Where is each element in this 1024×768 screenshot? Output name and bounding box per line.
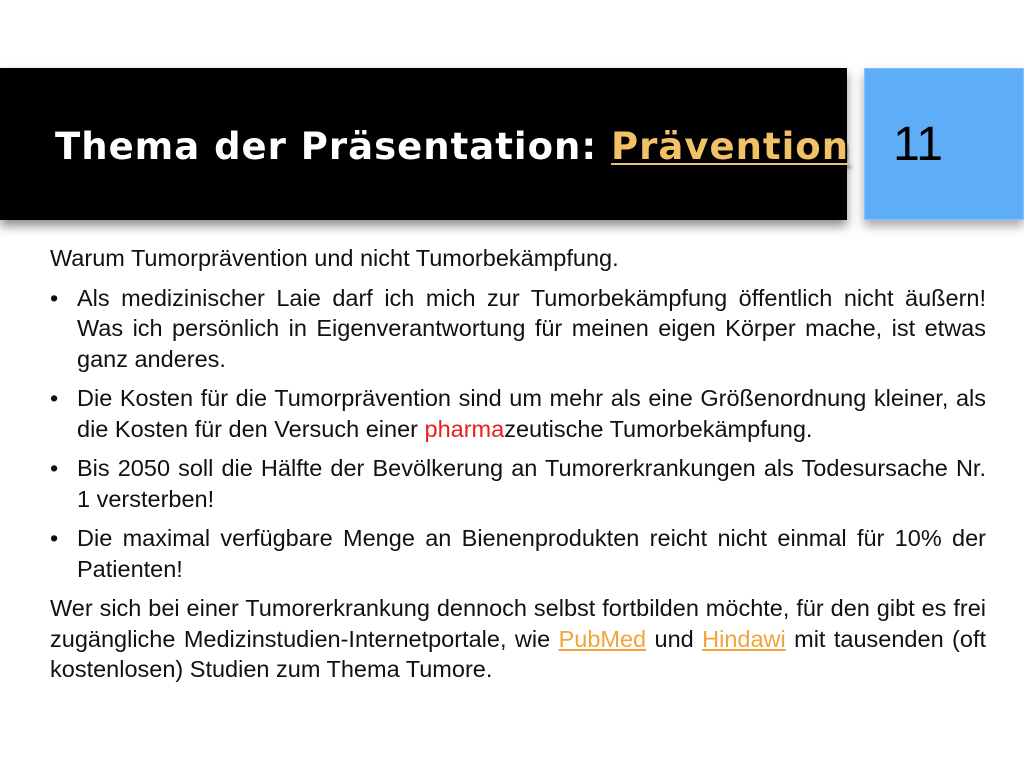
intro-paragraph: Warum Tumorprävention und nicht Tumorbekämpfung. xyxy=(50,245,619,271)
bullet-icon: • xyxy=(50,385,59,411)
highlight-text: pharma xyxy=(424,415,505,442)
bullet-item xyxy=(50,523,986,584)
closing-mid: und xyxy=(646,625,703,652)
pubmed-link[interactable]: PubMed xyxy=(558,625,647,652)
bullet-icon: • xyxy=(50,284,59,311)
closing-paragraph xyxy=(50,593,986,685)
closing-pre: Wer sich bei einer Tumorerkrankung dennoch selbst fortbilden möchte, für den gibt es frei zugängliche Medizinstudien-Internetportale, wie xyxy=(50,595,986,652)
bullet-text xyxy=(77,385,986,442)
title-prefix: Thema der Präsentation: xyxy=(55,125,612,168)
slide-number: 11 xyxy=(893,117,943,171)
bullet-text-pre: Die Kosten für die Tumorprävention sind um mehr als eine Größenordnung kleiner, als die Kosten für den Versuch einer xyxy=(77,385,986,442)
bullet-text: Als medizinischer Laie darf ich mich zur Tumorbekämpfung öffentlich nicht äußern! Was ich persönlich in Eigenverantwortung für meinen eigen Körper mache, ist etwas ganz anderes. xyxy=(77,284,986,372)
hindawi-link[interactable]: Hindawi xyxy=(702,625,786,652)
bullet-text-post: zeutische Tumorbekämpfung. xyxy=(504,415,813,442)
slide-title xyxy=(55,122,849,172)
bullet-text: Bis 2050 soll die Hälfte der Bevölkerung an Tumorerkrankungen als Todesursache Nr. 1 versterben! xyxy=(77,455,986,512)
bullet-item xyxy=(50,383,986,444)
closing-post: mit tausenden (oft kostenlosen) Studien zum Thema Tumore. xyxy=(50,625,986,682)
bullet-item xyxy=(50,453,986,514)
bullet-icon: • xyxy=(50,455,59,481)
bullet-text: Die maximal verfügbare Menge an Bienenprodukten reicht nicht einmal für 10% der Patienten! xyxy=(77,525,986,582)
slide-body xyxy=(50,243,986,694)
slide-number-box xyxy=(864,68,1024,220)
bullet-icon: • xyxy=(50,525,59,551)
bullet-item xyxy=(50,283,986,375)
title-link-praevention[interactable]: Prävention xyxy=(611,125,850,168)
